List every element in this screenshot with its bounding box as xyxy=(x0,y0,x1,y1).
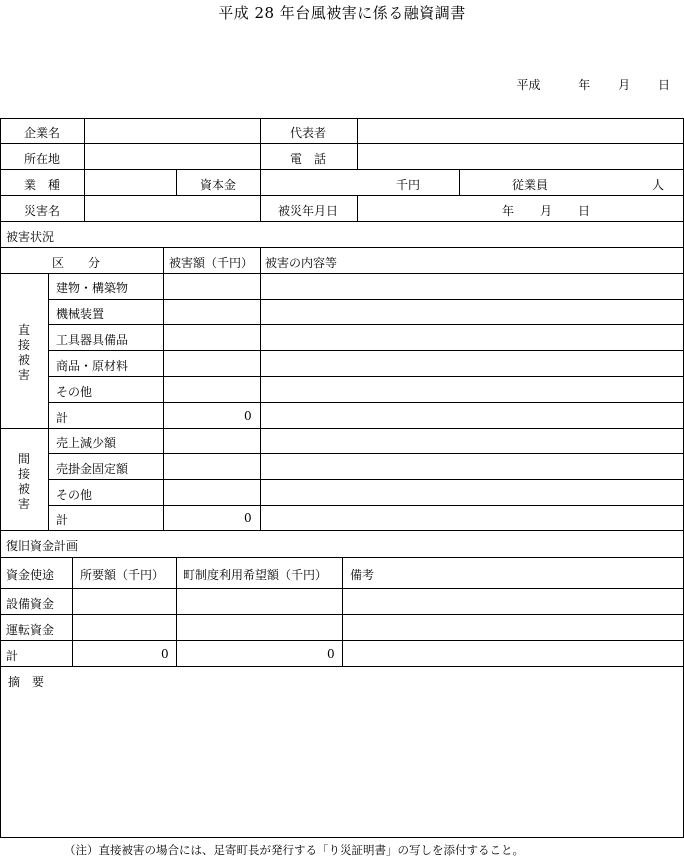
direct-row-goods: 商品・原材料 xyxy=(56,359,129,373)
recovery-row-operating: 運転資金 xyxy=(6,623,55,637)
indirect-row-other: その他 xyxy=(56,488,93,502)
direct-total-value: 0 xyxy=(244,409,252,423)
indirect-damage-label: 間 接 被 害 xyxy=(17,452,30,511)
document-date xyxy=(516,76,670,93)
disaster-date-day: 日 xyxy=(578,204,591,218)
damage-col-category: 区 分 xyxy=(52,256,101,270)
direct-damage-label: 直 接 被 害 xyxy=(17,323,30,382)
date-year: 年 xyxy=(578,78,591,92)
address-label: 所在地 xyxy=(24,152,61,166)
direct-row-tools: 工具器具備品 xyxy=(56,333,129,347)
disaster-date-year: 年 xyxy=(502,204,515,218)
industry-label: 業 種 xyxy=(24,178,61,192)
capital-unit: 千円 xyxy=(396,178,421,192)
direct-row-machinery: 機械装置 xyxy=(56,307,105,321)
footnote: （注）直接被害の場合には、足寄町長が発行する「り災証明書」の写しを添付すること。 xyxy=(64,843,524,857)
recovery-total-town: 0 xyxy=(327,647,335,661)
direct-row-other: その他 xyxy=(56,385,93,399)
capital-label: 資本金 xyxy=(200,178,237,192)
date-era: 平成 xyxy=(516,78,541,92)
date-day: 日 xyxy=(657,78,670,92)
phone-label: 電 話 xyxy=(290,152,327,166)
indirect-total-value: 0 xyxy=(244,511,252,525)
indirect-row-receivables: 売掛金固定額 xyxy=(56,462,129,476)
employees-unit: 人 xyxy=(652,178,665,192)
indirect-row-sales-decrease: 売上減少額 xyxy=(56,436,117,450)
summary-label: 摘 要 xyxy=(8,675,45,689)
disaster-date-month: 月 xyxy=(540,204,553,218)
recovery-col-town: 町制度利用希望額（千円） xyxy=(183,568,328,582)
damage-col-amount: 被害額（千円） xyxy=(169,256,254,270)
damage-col-content: 被害の内容等 xyxy=(265,256,338,270)
employees-label: 従業員 xyxy=(512,178,549,192)
recovery-col-required: 所要額（千円） xyxy=(80,568,165,582)
date-month: 月 xyxy=(618,78,631,92)
disaster-name-label: 災害名 xyxy=(24,204,61,218)
recovery-col-remarks: 備考 xyxy=(350,568,375,582)
loan-form xyxy=(0,118,684,838)
recovery-col-use: 資金使途 xyxy=(6,568,55,582)
damage-section-label: 被害状況 xyxy=(6,230,55,244)
recovery-section-label: 復旧資金計画 xyxy=(6,539,79,553)
direct-row-total: 計 xyxy=(56,411,69,425)
document-title: 平成 28 年台風被害に係る融資調書 xyxy=(218,4,466,22)
indirect-row-total: 計 xyxy=(56,513,69,527)
disaster-date-label: 被災年月日 xyxy=(278,204,339,218)
company-name-label: 企業名 xyxy=(24,126,61,140)
direct-row-buildings: 建物・構築物 xyxy=(56,281,129,295)
recovery-row-equipment: 設備資金 xyxy=(6,597,55,611)
representative-label: 代表者 xyxy=(290,126,327,140)
recovery-total-required: 0 xyxy=(161,647,169,661)
recovery-row-total: 計 xyxy=(6,649,19,663)
